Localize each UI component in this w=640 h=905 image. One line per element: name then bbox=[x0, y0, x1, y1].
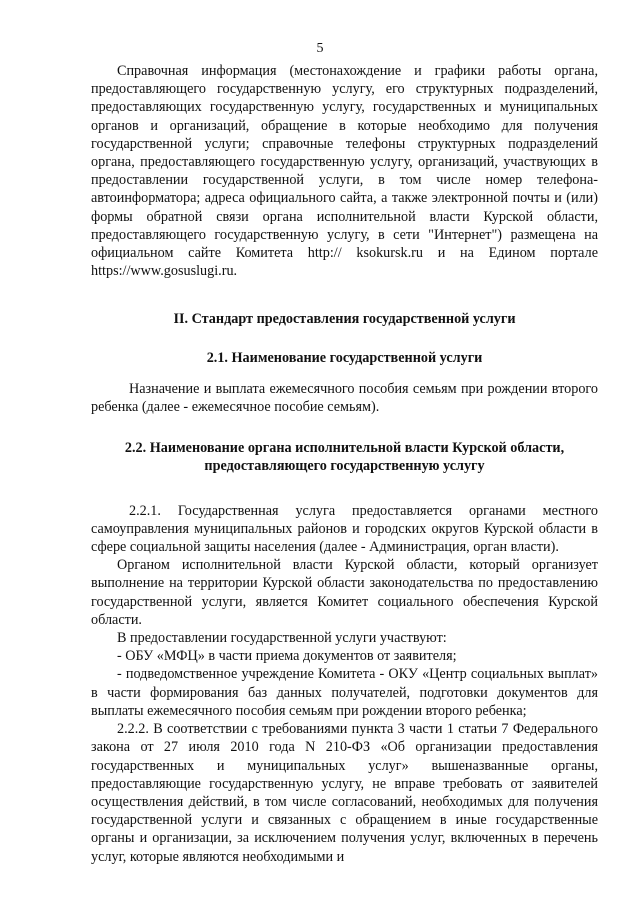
paragraph-2-2-2: 2.2.2. В соответствии с требованиями пункта 3 части 1 статьи 7 Федерального закона от 27 июля 2010 года N 210-ФЗ «Об организации предоставления государственных и муниципальных услуг» вышеназванные органы, предоставляющие государственную услугу, не вправе требовать от заявителей осуществления действий, в том числе согласований, необходимых для получения государственной услуги и связанных с обращением в иные государственные органы и организации, за исключением получения услуг, включенных в перечень услуг, которые являются необходимыми и bbox=[91, 721, 598, 865]
document-body bbox=[91, 62, 598, 866]
paragraph-participants: В предоставлении государственной услуги участвуют: bbox=[117, 630, 447, 647]
page-number: 5 bbox=[316, 41, 324, 56]
list-item-mfc: - ОБУ «МФЦ» в части приема документов от заявителя; bbox=[117, 648, 457, 665]
subsection-heading-2-1: 2.1. Наименование государственной услуги bbox=[206, 349, 483, 366]
list-item-oku: - подведомственное учреждение Комитета - ОКУ «Центр социальных выплат» в части формирования баз данных получателей, подготовки документов для выплаты ежемесячного пособия семьям при рождении второго ребенка; bbox=[91, 666, 598, 719]
paragraph-service-name: Назначение и выплата ежемесячного пособия семьям при рождении второго ребенка (далее - ежемесячное пособие семьям). bbox=[91, 380, 598, 416]
paragraph-executive-body: Органом исполнительной власти Курской области, который организует выполнение на территории Курской области законодательства по предоставлению государственной услуги, является Комитет социального обеспечения Курской области. bbox=[91, 557, 598, 628]
subsection-heading-2-2: 2.2. Наименование органа исполнительной власти Курской области, предоставляющего государственную услугу bbox=[124, 440, 565, 475]
paragraph-reference-info: Справочная информация (местонахождение и графики работы органа, предоставляющего государственную услугу, его структурных подразделений, предоставляющих государственную услугу, государственных и муниципальных органов и организаций, обращение в которые необходимо для получения государственной услуги; справочные телефоны структурных подразделений органа, предоставляющего государственную услугу, организаций, участвующих в предоставлении государственной услуги, в том числе номер телефона-автоинформатора; адреса официального сайта, а также электронной почты и (или) формы обратной связи органа исполнительной власти Курской области, предоставляющего государственную услугу, в сети "Интернет") размещена на официальном сайте Комитета http:// ksokursk.ru и на Едином портале https://www.gosuslugi.ru. bbox=[91, 63, 598, 280]
paragraph-2-2-1: 2.2.1. Государственная услуга предоставляется органами местного самоуправления муниципальных районов и городских округов Курской области в сфере социальной защиты населения (далее - Администрация, орган власти). bbox=[91, 502, 598, 556]
section-heading-standard: II. Стандарт предоставления государственной услуги bbox=[173, 311, 516, 328]
